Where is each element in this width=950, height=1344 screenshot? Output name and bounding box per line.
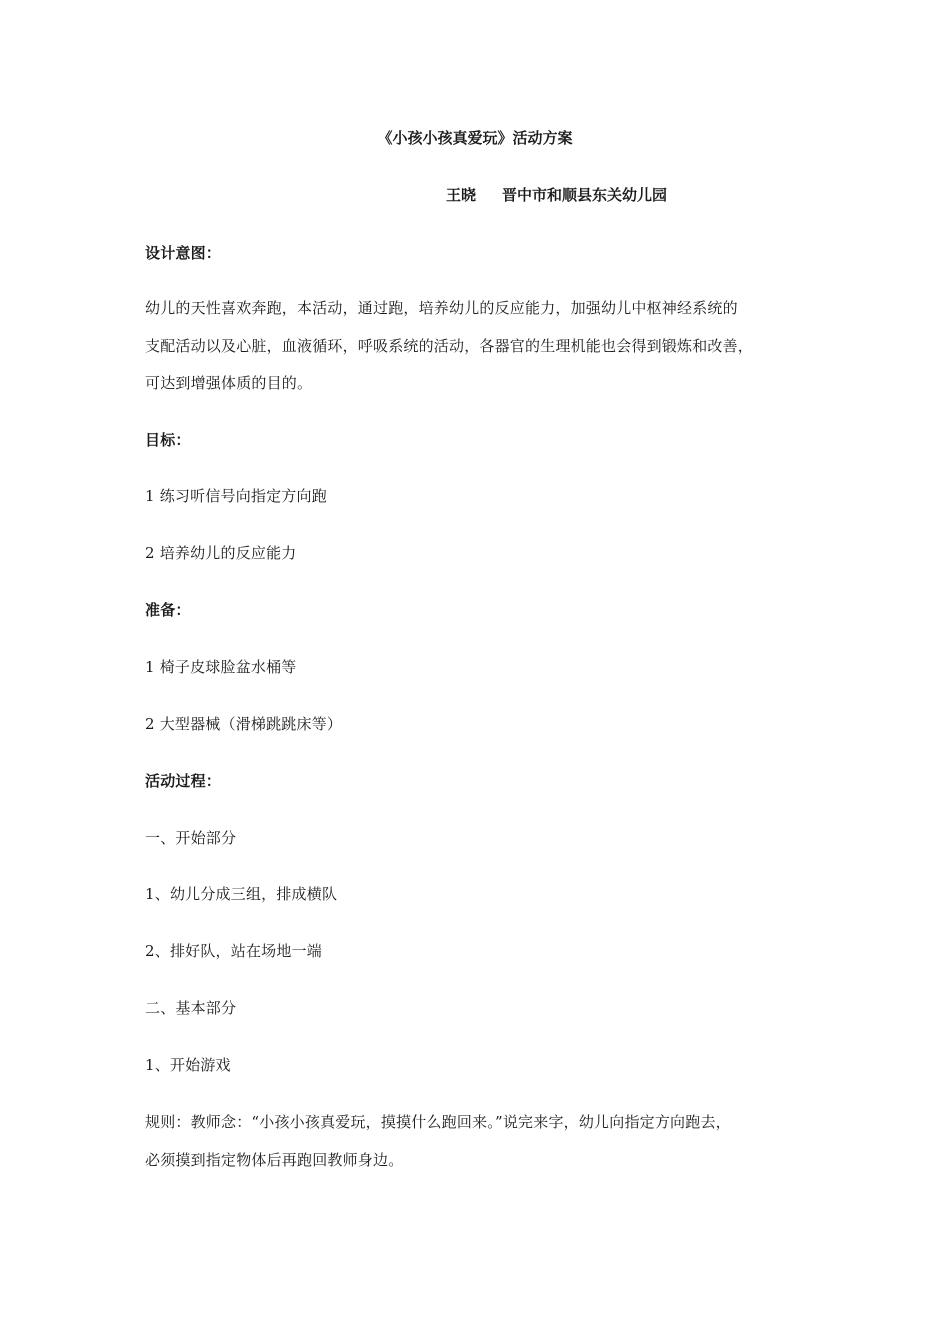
preparation-heading: 准备： [145, 601, 191, 619]
process-part1-title: 一、开始部分 [145, 829, 237, 847]
preparation-item-1: 1 椅子皮球脸盆水桶等 [145, 658, 297, 676]
design-intent-line-3: 可达到增强体质的目的。 [145, 374, 313, 392]
design-intent-heading: 设计意图： [145, 244, 222, 262]
rule-line-2: 必须摸到指定物体后再跑回教师身边。 [145, 1151, 404, 1169]
author-line [446, 185, 667, 205]
document-title: 《小孩小孩真爱玩》活动方案 [377, 129, 573, 147]
goals-heading: 目标： [145, 431, 191, 449]
goal-item-1: 1 练习听信号向指定方向跑 [145, 487, 327, 505]
rule-line-1: 规则：教师念：“小孩小孩真爱玩，摸摸什么跑回来。”说完来字，幼儿向指定方向跑去， [145, 1113, 731, 1131]
author-name: 王晓 [446, 186, 477, 204]
preparation-item-2: 2 大型器械（滑梯跳跳床等） [145, 715, 343, 733]
design-intent-line-2: 支配活动以及心脏，血液循环，呼吸系统的活动，各器官的生理机能也会得到锻炼和改善， [145, 337, 754, 355]
process-part2-item-1: 1、开始游戏 [145, 1056, 231, 1074]
process-part2-title: 二、基本部分 [145, 999, 237, 1017]
process-part1-item-1: 1、幼儿分成三组，排成横队 [145, 885, 338, 903]
design-intent-line-1: 幼儿的天性喜欢奔跑，本活动，通过跑，培养幼儿的反应能力，加强幼儿中枢神经系统的 [145, 299, 738, 317]
author-organization: 晋中市和顺县东关幼儿园 [502, 186, 668, 204]
goal-item-2: 2 培养幼儿的反应能力 [145, 544, 297, 562]
process-heading: 活动过程： [145, 772, 222, 790]
process-part1-item-2: 2、排好队，站在场地一端 [145, 942, 322, 960]
